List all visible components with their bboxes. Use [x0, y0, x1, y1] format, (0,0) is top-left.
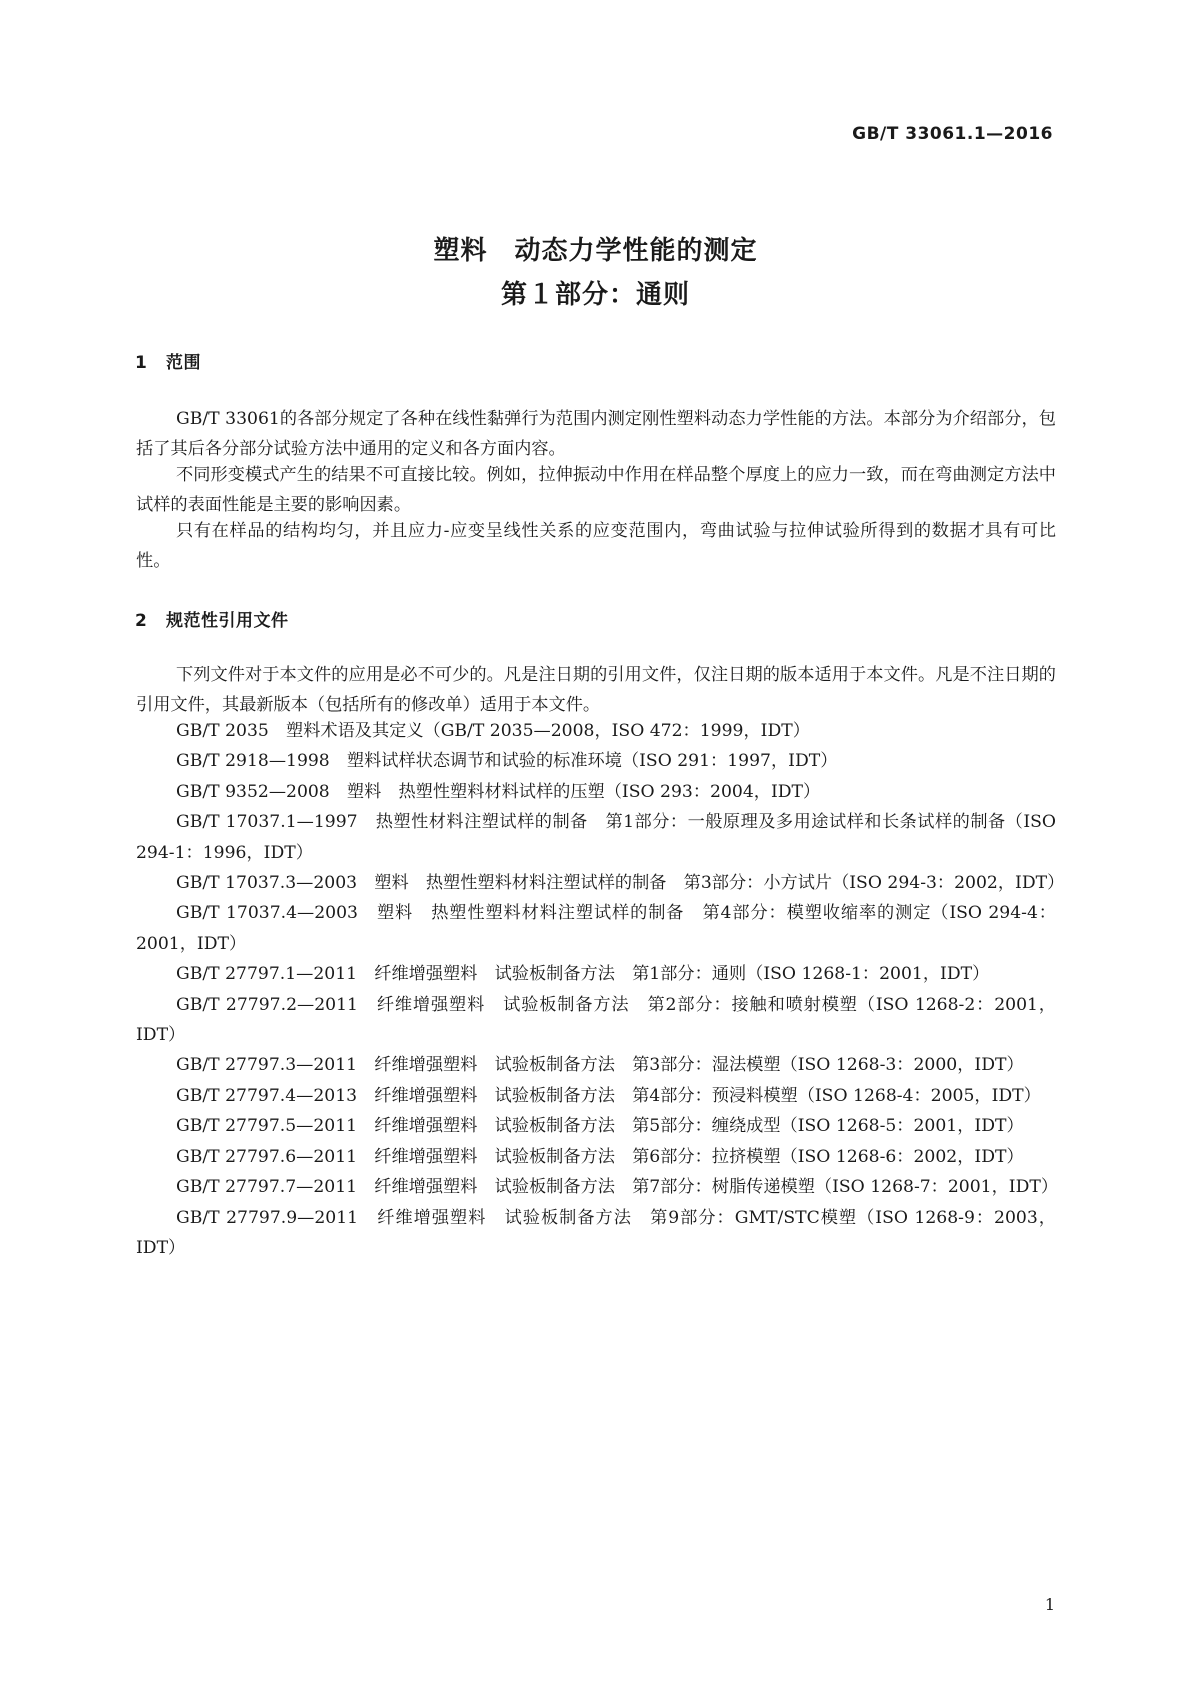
paragraph: 下列文件对于本文件的应用是必不可少的。凡是注日期的引用文件，仅注日期的版本适用于本文件。凡是不注日期的引用文件，其最新版本（包括所有的修改单）适用于本文件。 [136, 665, 1056, 716]
section-heading-normative-references [135, 606, 289, 631]
standard-code: GB/T 33061.1—2016 [852, 124, 1053, 144]
reference-item: GB/T 9352—2008 塑料 热塑性塑料材料试样的压塑（ISO 293：2004，IDT） [176, 781, 821, 802]
section-number: 2 [135, 611, 148, 631]
document-title: 塑料 动态力学性能的测定 [433, 236, 758, 266]
reference-list [136, 716, 1065, 1263]
document-subtitle: 第１部分：通则 [500, 280, 690, 310]
reference-item: GB/T 27797.7—2011 纤维增强塑料 试验板制备方法 第7部分：树脂传递模塑（ISO 1268-7：2001，IDT） [176, 1177, 1059, 1198]
reference-item: GB/T 27797.5—2011 纤维增强塑料 试验板制备方法 第5部分：缠绕成型（ISO 1268-5：2001，IDT） [176, 1116, 1024, 1137]
reference-item: GB/T 2035 塑料术语及其定义（GB/T 2035—2008，ISO 472：1999，IDT） [176, 721, 810, 741]
reference-item: GB/T 17037.4—2003 塑料 热塑性塑料材料注塑试样的制备 第4部分：模塑收缩率的测定（ISO 294-4：2001，IDT） [136, 903, 1056, 954]
reference-item: GB/T 27797.4—2013 纤维增强塑料 试验板制备方法 第4部分：预浸料模塑（ISO 1268-4：2005，IDT） [176, 1085, 1041, 1106]
section-title: 规范性引用文件 [166, 611, 289, 631]
reference-item: GB/T 17037.1—1997 热塑性材料注塑试样的制备 第1部分：一般原理及多用途试样和长条试样的制备（ISO 294-1：1996，IDT） [136, 812, 1056, 863]
reference-item: GB/T 27797.3—2011 纤维增强塑料 试验板制备方法 第3部分：湿法模塑（ISO 1268-3：2000，IDT） [176, 1055, 1024, 1076]
reference-item: GB/T 17037.3—2003 塑料 热塑性塑料材料注塑试样的制备 第3部分：小方试片（ISO 294-3：2002，IDT） [176, 873, 1065, 894]
reference-item: GB/T 27797.6—2011 纤维增强塑料 试验板制备方法 第6部分：拉挤模塑（ISO 1268-6：2002，IDT） [176, 1146, 1024, 1167]
paragraph: GB/T 33061的各部分规定了各种在线性黏弹行为范围内测定刚性塑料动态力学性能的方法。本部分为介绍部分，包括了其后各分部分试验方法中通用的定义和各方面内容。 [136, 409, 1056, 460]
section-title: 范围 [166, 353, 201, 373]
reference-item: GB/T 27797.9—2011 纤维增强塑料 试验板制备方法 第9部分：GMT/STC模塑（ISO 1268-9：2003，IDT） [136, 1207, 1056, 1258]
reference-item: GB/T 27797.1—2011 纤维增强塑料 试验板制备方法 第1部分：通则（ISO 1268-1：2001，IDT） [176, 964, 990, 985]
paragraph: 只有在样品的结构均匀，并且应力-应变呈线性关系的应变范围内，弯曲试验与拉伸试验所得到的数据才具有可比性。 [136, 521, 1056, 572]
reference-item: GB/T 27797.2—2011 纤维增强塑料 试验板制备方法 第2部分：接触和喷射模塑（ISO 1268-2：2001，IDT） [136, 994, 1056, 1046]
paragraph: 不同形变模式产生的结果不可直接比较。例如，拉伸振动中作用在样品整个厚度上的应力一致，而在弯曲测定方法中试样的表面性能是主要的影响因素。 [136, 465, 1056, 516]
section-number: 1 [135, 353, 148, 373]
section-heading-scope [135, 348, 201, 373]
page-number: 1 [1044, 1595, 1055, 1614]
reference-item: GB/T 2918—1998 塑料试样状态调节和试验的标准环境（ISO 291：1997，IDT） [176, 751, 838, 772]
